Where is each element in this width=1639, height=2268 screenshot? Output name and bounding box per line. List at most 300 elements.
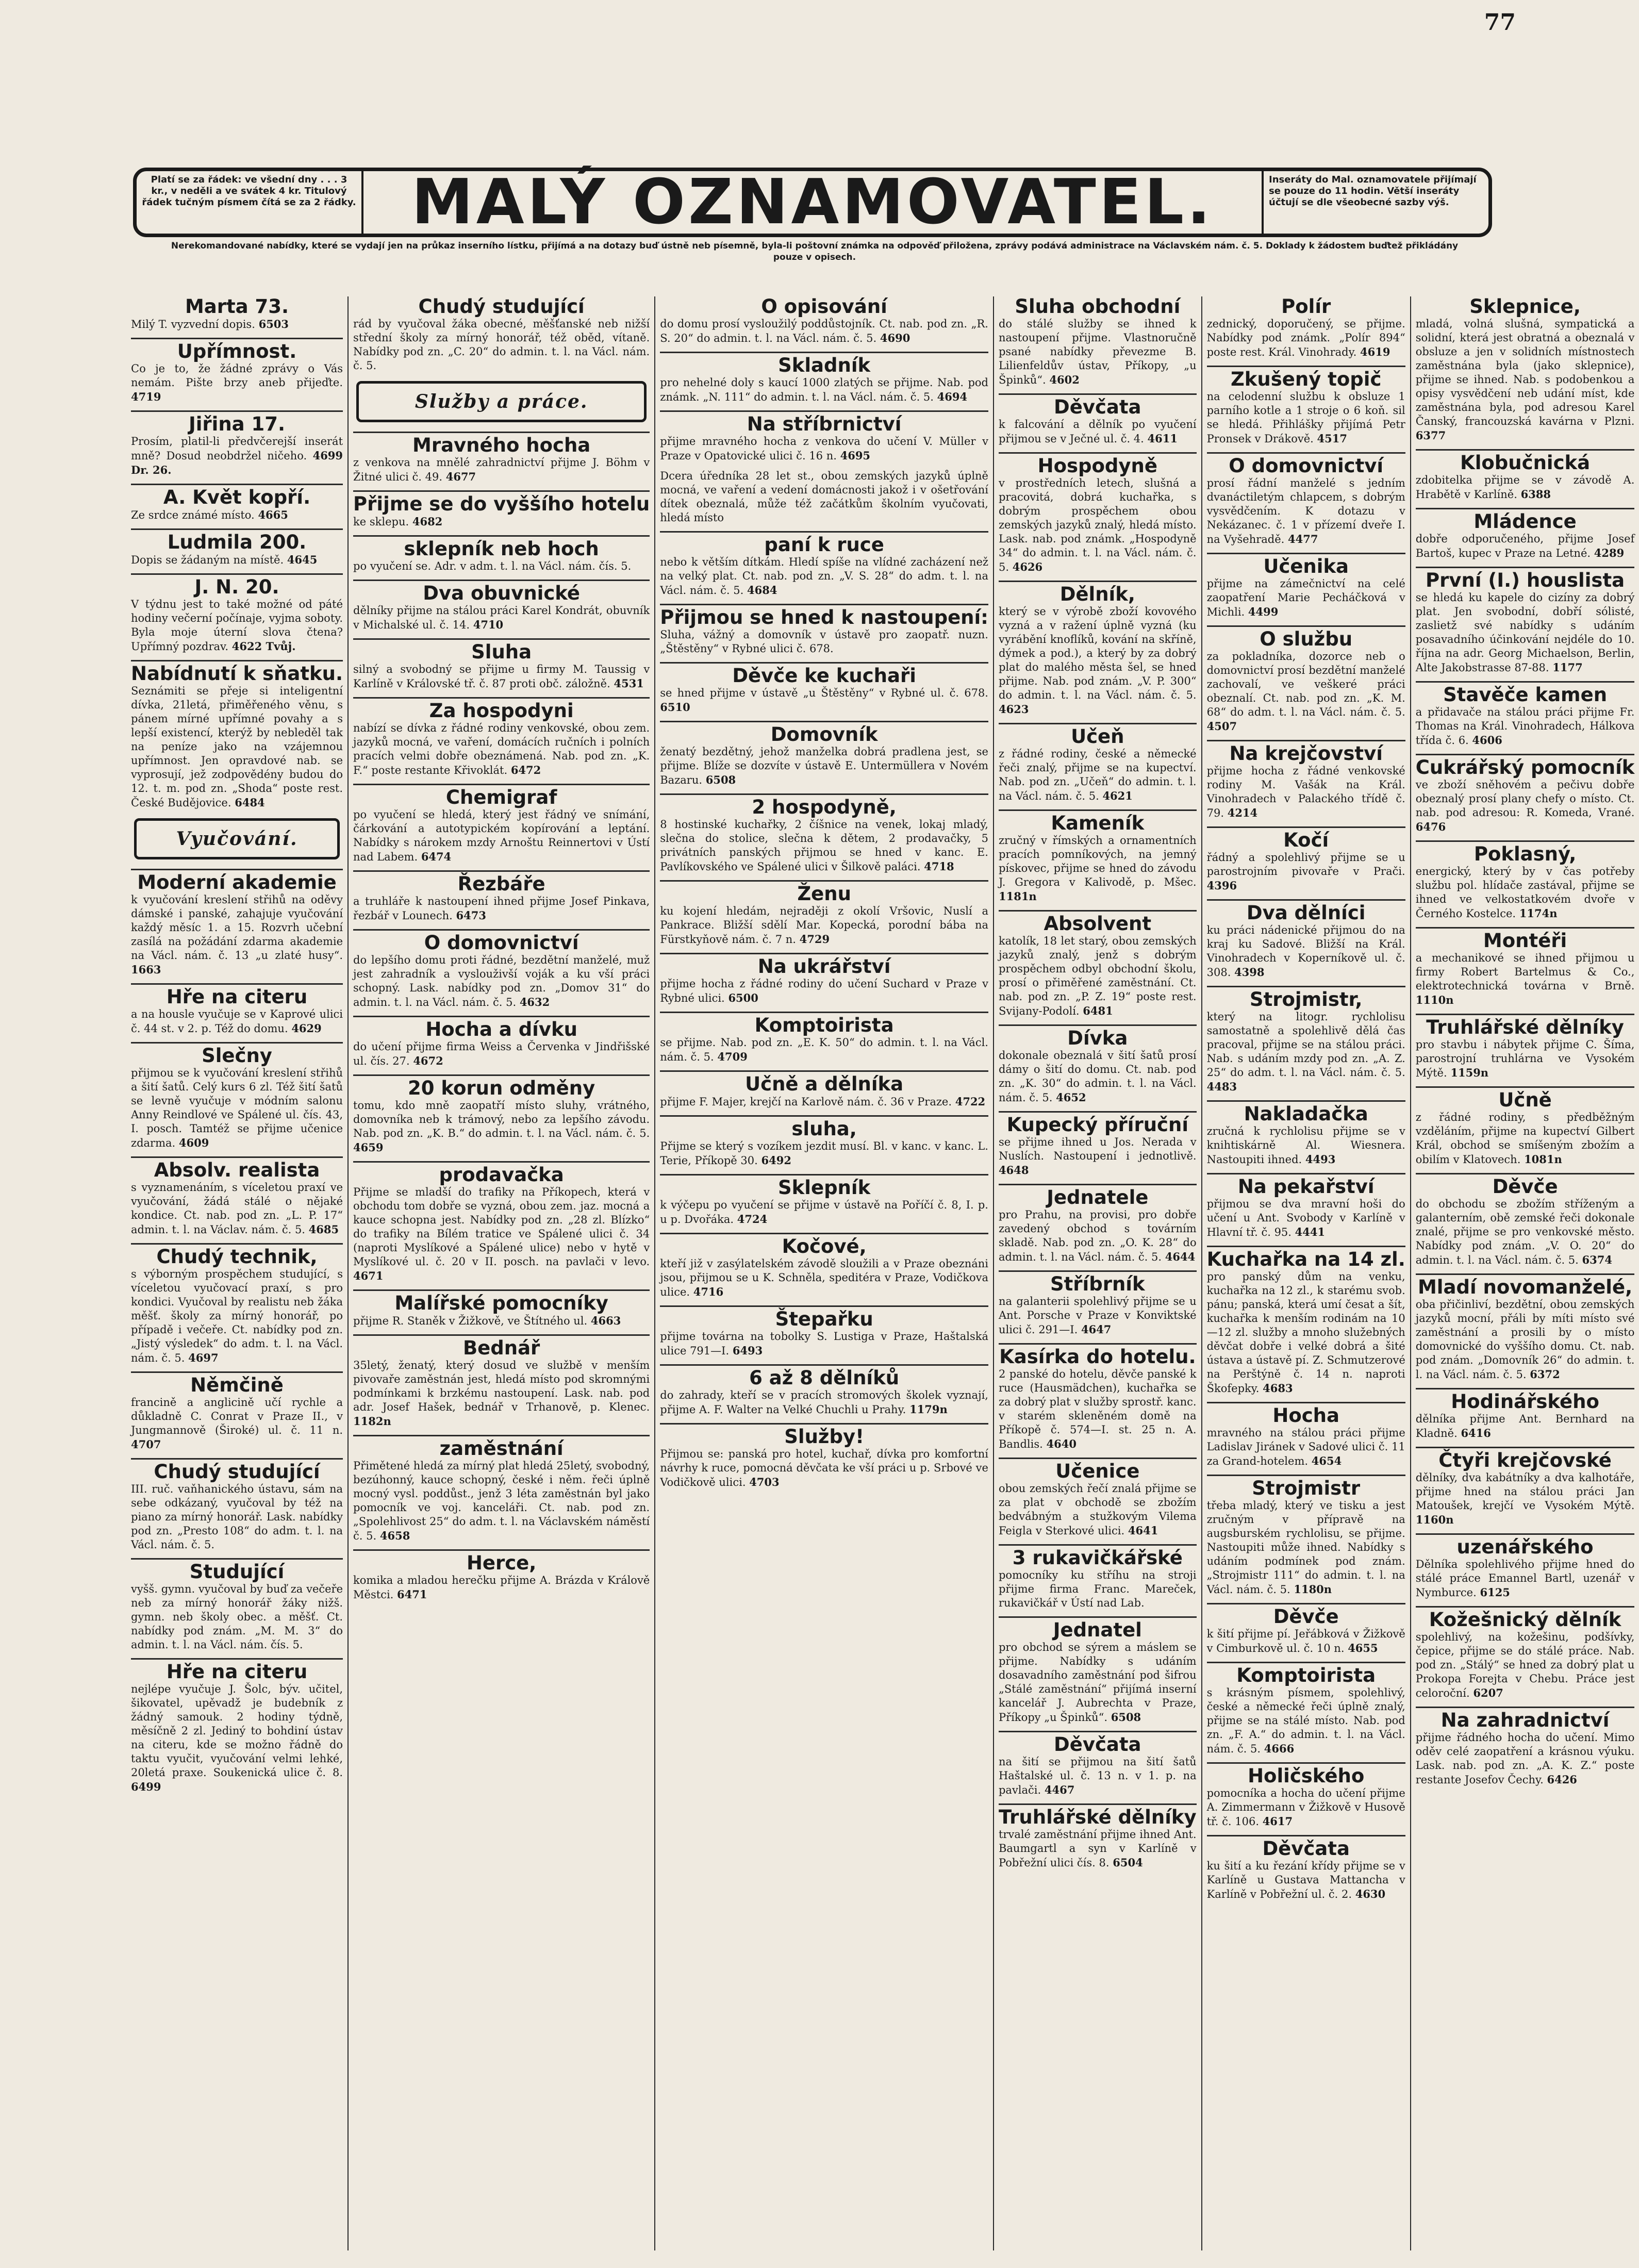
ad-code: 4703 xyxy=(749,1476,780,1488)
classified-ad xyxy=(999,296,1197,387)
ad-headline: Chudý studující xyxy=(418,295,585,318)
classified-ad xyxy=(131,573,343,654)
ad-code: 6493 xyxy=(732,1344,763,1357)
ad-code: 4499 xyxy=(1248,605,1279,618)
ad-headline: Sluha obchodní xyxy=(1015,295,1181,318)
ad-body xyxy=(353,1574,650,1602)
ad-code: 4398 xyxy=(1234,966,1265,979)
ad-body xyxy=(660,628,988,656)
classified-ad xyxy=(1416,927,1635,1007)
ad-text: po vyučení se hledá, který jest řádný ve snímání, čárkování a autotypickém kopírování a leptání. Nabídky s nárokem mzdy Arnoštu Reinnertovi v Ústí nad Labem. xyxy=(353,808,650,863)
ad-code: 6416 xyxy=(1461,1427,1491,1439)
ad-headline: Kuchařka na 14 zl. xyxy=(1207,1246,1405,1270)
classified-ad xyxy=(660,1423,988,1489)
classified-ad xyxy=(660,1174,988,1227)
ad-code: 1081n xyxy=(1524,1153,1562,1166)
ad-code: 1110n xyxy=(1415,994,1454,1006)
ad-text: mravného na stálou práci přijme Ladislav Jiránek v Sadové ulici č. 11 za Grand-hotelem. xyxy=(1206,1427,1405,1467)
ad-text: Přijme se který s vozíkem jezdit musí. Bl. v kanc. v kanc. L. Terie, Příkopě 30. xyxy=(660,1140,988,1167)
ad-code: 4694 xyxy=(937,390,968,403)
ad-code: 6476 xyxy=(1415,820,1446,833)
ad-body xyxy=(1207,476,1405,547)
classified-ad xyxy=(1416,1273,1635,1382)
ad-text: z řádné rodiny, české a německé řeči znalý, přijme se na kupectví. Nab. pod zn. „Učeň“ do admin. t. l. na Václ. nám. č. 5. xyxy=(998,748,1197,802)
ad-body xyxy=(1416,1558,1635,1600)
ad-headline: 6 až 8 dělníků xyxy=(660,1364,988,1388)
classified-ad xyxy=(999,1616,1197,1725)
ad-text: 35letý, ženatý, který dosud ve službě v menším pivovaře zaměstnán jest, hledá místo pod skromnými podmínkami k brzkému nastoupení. Lask. nab. pod adr. Josef Hašek, bednář v Trhanově, p. Klenec. xyxy=(353,1359,650,1413)
classified-ad xyxy=(353,1549,650,1602)
classified-ad xyxy=(1207,1662,1405,1756)
ad-headline: Němčině xyxy=(131,1371,343,1396)
ad-code: 1181n xyxy=(998,890,1037,903)
ad-headline: Hocha a dívku xyxy=(353,1016,650,1040)
ad-code: 4621 xyxy=(1102,789,1133,802)
ad-body xyxy=(353,456,650,484)
ad-headline: Dělník, xyxy=(999,581,1197,605)
classified-ad xyxy=(1416,1606,1635,1700)
classified-ad xyxy=(660,469,988,525)
ad-headline: Truhlářské dělníky xyxy=(1416,1014,1635,1038)
ad-body xyxy=(1207,1124,1405,1167)
classified-ad xyxy=(660,410,988,463)
ad-text: Přijme se mladší do trafiky na Příkopech, která v obchodu tom dobře se vyzná, obou zem. jaz. mocná a kauce schopna jest. Nabídky pod zn. „28 zl. Blízko“ do trafiky na Bílém tratice ve Spálené ulici č. 34 (naproti Myslíkové a Spálené ulice) nebo v hytě v Myslíkové ul. č. 20 v II. posch. na pavlači v levo. xyxy=(353,1186,650,1268)
ad-body xyxy=(353,515,650,529)
ad-code: 1180n xyxy=(1294,1583,1332,1596)
ad-body xyxy=(131,362,343,404)
ad-headline: Klobučnická xyxy=(1416,449,1635,473)
ad-body xyxy=(131,1396,343,1452)
classified-ad xyxy=(999,393,1197,446)
ad-body xyxy=(353,317,650,373)
ad-code: 6508 xyxy=(705,773,736,786)
ad-body xyxy=(999,476,1197,574)
ad-text: nejlépe vyučuje J. Šolc, býv. učitel, šikovatel, upěvadž je budebník z žádný samouk. 2 hodiny týdně, měsíčně 2 zl. Jediný to bohdiní ústav na citeru, kde se možno řádně do taktu vyučit, vyučování velmi lehké, 20letá praxe. Soukenická ulice č. 8. xyxy=(131,1683,343,1779)
ad-text: přijme hocha z řádné rodiny do učení Suchard v Praze v Rybné ulici. xyxy=(660,978,988,1004)
classified-ad xyxy=(1416,508,1635,560)
ad-headline: 2 hospodyně, xyxy=(660,793,988,818)
ad-text: třeba mladý, který ve tisku a jest zručným v přípravě na augsburském rychlolisu, se přijme. Nastoupiti může ihned. Nabídky s udáním podmínek pod znám. „Strojmistr 111“ do admin. t. l. na Václ. nám. č. 5. xyxy=(1206,1499,1405,1596)
ad-headline: Truhlářské dělníky xyxy=(999,1803,1197,1828)
ad-headline: Polír xyxy=(1281,295,1331,318)
classified-ad xyxy=(1416,1533,1635,1600)
ad-body xyxy=(660,435,988,463)
ad-text: tomu, kdo mně zaopatří místo sluhy, vrátného, domovníka neb k trámový, nebo za lepšího závodu. Nab. pod zn. „K. B.“ do admin. t. l. na Václ. nám. č. 5. xyxy=(353,1099,650,1139)
ad-text: pro panský dům na venku, kuchařka na 12 zl., k starému svob. pánu; panská, která umí česat a šít, kuchařka k menším rodinám na 10—12 zl. služby a mnoho služebných děvčat dobře i velké dobrá a šité ústava a ústavě pí. Z. Schmutzerové na Perštýně č. 14 n. naproti Škofepky. xyxy=(1206,1270,1405,1395)
ad-text: a na housle vyučuje se v Kaprové ulici č. 44 st. v 2. p. Též do domu. xyxy=(131,1008,343,1035)
ad-code: 4722 xyxy=(955,1095,986,1108)
ad-code: 6484 xyxy=(235,796,265,809)
ad-text: dokonale obeznalá v šití šatů prosí dámy o šití do domu. Ct. nab. pod zn. „K. 30“ do admin. t. l. na Václ. nám. č. 5. xyxy=(998,1049,1197,1104)
ad-headline: sklepník neb hoch xyxy=(353,535,650,559)
ad-headline: Zkušený topič xyxy=(1207,366,1405,390)
classified-ad xyxy=(353,490,650,529)
ad-body xyxy=(660,1388,988,1417)
ad-body xyxy=(1416,1471,1635,1527)
ad-code: 4396 xyxy=(1206,879,1237,892)
classified-ad xyxy=(660,662,988,715)
classified-ad xyxy=(353,929,650,1009)
classified-ad xyxy=(1416,1014,1635,1080)
ad-headline: Učenika xyxy=(1207,553,1405,577)
ad-body xyxy=(1416,532,1635,560)
ad-text: a mechanikové se ihned přijmou u firmy Robert Bartelmus & Co., elektrotechnická továrna v Brně. xyxy=(1415,952,1635,992)
ad-text: přijme řádného hocha do učení. Mimo oděv celé zaopatření a krásnou výuku. Lask. nab. pod zn. „A. K. Z.“ poste restante Josefov Čechy. xyxy=(1415,1731,1635,1786)
ad-text: z řádné rodiny, s předběžným vzděláním, přijme na kupectví Gilbert Král, obchod se smíšeným zbožím a obilím v Klatovech. xyxy=(1415,1111,1635,1166)
ad-code: 4645 xyxy=(287,553,318,566)
classified-ad xyxy=(1207,452,1405,547)
ad-body xyxy=(999,934,1197,1018)
ad-headline: První (I.) houslista xyxy=(1416,567,1635,591)
ad-body xyxy=(999,1641,1197,1725)
classified-ad xyxy=(131,1558,343,1652)
ad-body xyxy=(660,1139,988,1168)
ad-headline: Na krejčovství xyxy=(1207,740,1405,764)
ad-code: 6372 xyxy=(1530,1368,1560,1381)
ad-headline: Bednář xyxy=(353,1334,650,1359)
ad-body xyxy=(999,1208,1197,1264)
classified-ad xyxy=(1207,1173,1405,1239)
classified-ad xyxy=(660,880,988,947)
ad-text: přijme R. Staněk v Žižkově, ve Štítného ul. xyxy=(353,1315,588,1327)
ad-text: pro stavbu i nábytek přijme C. Šíma, parostrojní truhlárna ve Vysokém Mýtě. xyxy=(1415,1038,1635,1079)
ad-headline: Služby! xyxy=(660,1423,988,1447)
ad-headline: Ludmila 200. xyxy=(131,528,343,553)
ad-headline: Marta 73. xyxy=(185,295,289,318)
ad-body xyxy=(999,747,1197,803)
classified-ad xyxy=(353,697,650,777)
classified-ad xyxy=(1207,553,1405,619)
ad-text: k vyučování kreslení střihů na oděvy dámské i panské, zahajuje vyučování každý měsíc 1. a 15. Rozvrh učební zasílá na požádání zdarma akademie na Václ. nám. č. 13 „u zlaté husy“. xyxy=(131,893,343,962)
classified-ad xyxy=(131,1371,343,1452)
ad-text: dělníky, dva kabátníky a dva kalhotáře, přijme hned na stálou práci Jan Matoušek, krejčí ve Vysokém Mýtě. xyxy=(1415,1471,1635,1512)
classified-ad xyxy=(1416,1388,1635,1441)
ad-body xyxy=(1416,865,1635,921)
ad-body xyxy=(353,808,650,864)
ad-headline: zaměstnání xyxy=(353,1435,650,1459)
ad-body xyxy=(353,895,650,923)
ad-body xyxy=(131,1482,343,1552)
ad-headline: Nabídnutí k sňatku. xyxy=(131,660,343,684)
ad-body xyxy=(999,1482,1197,1538)
classified-ad xyxy=(660,1070,988,1109)
ad-text: s krásným písmem, spolehlivý, české a německé řeči úplně znalý, přijme se na stálé místo. Nab. pod zn. „F. A.“ do admin. t. l. na Václ. nám. č. 5. xyxy=(1206,1686,1405,1755)
ad-body xyxy=(131,317,343,332)
ad-headline: Moderní akademie xyxy=(131,869,343,893)
ad-body xyxy=(999,1295,1197,1337)
ad-headline: Za hospodyni xyxy=(353,697,650,721)
ad-headline: Dívka xyxy=(999,1024,1197,1049)
ad-body xyxy=(131,684,343,810)
classified-ad xyxy=(660,604,988,656)
masthead-title: MALÝ OZNAMOVATEL. xyxy=(411,167,1214,238)
classified-ad xyxy=(660,1115,988,1168)
ad-text: dělníky přijme na stálou práci Karel Kondrát, obuvník v Michalské ul. č. 14. xyxy=(353,604,650,631)
classified-ad xyxy=(999,1270,1197,1337)
ad-body xyxy=(999,1828,1197,1870)
ad-headline: Poklasný, xyxy=(1416,840,1635,865)
ad-text: pro obchod se sýrem a máslem se přijme. Nabídky s udáním dosavadního zaměstnání pod šifrou „Stálé zaměstnání“ přijímá inserní kancelář J. Aubrechta v Praze, Příkopy „u Špinků“. xyxy=(998,1641,1197,1724)
ad-code: 4710 xyxy=(473,618,504,631)
ad-body xyxy=(999,834,1197,904)
ad-headline: Kočí xyxy=(1207,826,1405,851)
ad-headline: Hospodyně xyxy=(999,452,1197,476)
classified-ad xyxy=(999,1731,1197,1797)
ad-code: 6499 xyxy=(131,1780,161,1793)
ad-body xyxy=(353,1314,650,1328)
ad-body xyxy=(353,721,650,777)
ad-code: 4289 xyxy=(1594,547,1625,559)
ad-headline: Montéři xyxy=(1416,927,1635,951)
ad-body xyxy=(353,604,650,632)
ad-body xyxy=(1416,1731,1635,1787)
ad-headline: Upřímnost. xyxy=(131,338,343,362)
ad-text: Seznámiti se přeje si inteligentní dívka, 21letá, přiměřeného věnu, s pánem mírné upřímné povahy a s lepší existencí, kterýž by nebleděl tak na peníze jako na vzájemnou upřímnost. Jen opravdové nab. se vyprosují, jež zodpovědény budou do 12. t. m. pod zn. „Shoda“ poste rest. České Budějovice. xyxy=(131,685,343,809)
classified-ad xyxy=(1416,449,1635,502)
section-heading: Služby a práce. xyxy=(356,381,647,422)
ad-headline: O opisování xyxy=(761,295,887,318)
classified-ad xyxy=(1416,1447,1635,1527)
classified-ad xyxy=(1207,1402,1405,1468)
ad-headline: Učenice xyxy=(999,1458,1197,1482)
ad-code: 6426 xyxy=(1547,1773,1577,1786)
ad-headline: Dva obuvnické xyxy=(353,580,650,604)
ad-code: 4611 xyxy=(1147,432,1178,445)
ad-body xyxy=(131,1582,343,1652)
ad-text: Dělníka spolehlivého přijme hned do stálé práce Emannel Bartl, uzenář v Nymburce. xyxy=(1415,1558,1635,1599)
classified-ad xyxy=(999,1458,1197,1538)
ad-text: ke sklepu. xyxy=(353,516,409,528)
ad-text: přijme mravného hocha z venkova do učení V. Müller v Praze v Opatovické ulici č. 16 n. xyxy=(660,435,988,462)
ad-body xyxy=(131,598,343,654)
ad-code: 4622 Tvůj. xyxy=(231,640,296,653)
ad-code: 4709 xyxy=(717,1050,748,1063)
ad-code: 4729 xyxy=(799,933,830,946)
classified-ad xyxy=(353,1161,650,1283)
ad-body xyxy=(999,1367,1197,1451)
ad-body xyxy=(1207,1686,1405,1756)
classified-ad xyxy=(999,1184,1197,1264)
ad-text: pro Prahu, na provisi, pro dobře zavedený obchod s továrním skladě. Nab. pod zn. „O. K. 28“ do admin. t. l. na Václ. nám. č. 5. xyxy=(998,1209,1197,1263)
ad-code: 4619 xyxy=(1360,345,1390,358)
classified-ad xyxy=(999,452,1197,574)
ad-code: 4719 xyxy=(131,390,161,403)
ad-headline: J. N. 20. xyxy=(131,573,343,598)
ad-code: 4617 xyxy=(1262,1815,1293,1828)
classified-ad xyxy=(660,953,988,1005)
ad-code: 4672 xyxy=(413,1054,443,1067)
classified-ad xyxy=(1207,899,1405,980)
classified-ad xyxy=(660,296,988,345)
ad-body xyxy=(131,1066,343,1150)
ad-code: 4626 xyxy=(1012,560,1043,573)
classified-ad xyxy=(1416,296,1635,443)
ad-headline: Strojmistr xyxy=(1207,1475,1405,1499)
classified-ad xyxy=(1207,826,1405,893)
ad-body xyxy=(1207,851,1405,893)
ad-body xyxy=(660,1036,988,1064)
classified-ad xyxy=(131,1658,343,1794)
ad-headline: uzenářského xyxy=(1416,1533,1635,1558)
ad-body xyxy=(1416,1412,1635,1441)
ad-headline: Děvče xyxy=(1416,1173,1635,1197)
ad-text: katolík, 18 let starý, obou zemských jazyků znalý, jenž s dobrým prospěchem odbyl obchodní školu, prosí o přiměřené zaměstnání. Ct. nab. pod zn. „P. Z. 19“ poste rest. Svijany-Podolí. xyxy=(998,935,1197,1017)
ad-body xyxy=(1416,778,1635,834)
classified-ad xyxy=(131,1156,343,1237)
ad-code: 4517 xyxy=(1317,432,1347,445)
classified-ad xyxy=(1207,740,1405,820)
ad-body xyxy=(131,508,343,522)
ad-headline: Na zahradnictví xyxy=(1416,1707,1635,1731)
ad-text: do domu prosí vysloužilý poddůstojník. Ct. nab. pod zn. „R. S. 20“ do admin. t. l. na Václ. nám. č. 5. xyxy=(660,318,988,344)
ad-headline: Kočové, xyxy=(660,1233,988,1257)
ad-body xyxy=(1416,705,1635,748)
ad-text: Přijmou se: panská pro hotel, kuchař, dívka pro komfortní návrhy k ruce, pomocná děvčata ke vší práci u p. Srbové ve Vodičkově ulici. xyxy=(660,1448,988,1488)
ad-text: po vyučení se. Adr. v adm. t. l. na Václ. nám. čís. 5. xyxy=(353,560,632,572)
ad-headline: Mravného hocha xyxy=(353,432,650,456)
ad-headline: Komptoirista xyxy=(660,1012,988,1036)
ad-headline: Kasírka do hotelu. xyxy=(999,1343,1197,1367)
ad-code: 4654 xyxy=(1311,1454,1342,1467)
ad-text: v prostředních letech, slušná a pracovitá, dobrá kuchařka, s dobrým prospěchem obou zemských jazyků znalý, hledá místo. Lask. nab. pod známk. „Hospodyně 34“ do admin. t. l. na Václ. nám. č. 5. xyxy=(998,477,1197,573)
classified-ad xyxy=(1416,1086,1635,1167)
classified-ad xyxy=(353,432,650,484)
ad-headline: Děvče ke kuchaři xyxy=(660,662,988,686)
ad-body xyxy=(131,1181,343,1237)
ad-body xyxy=(131,1682,343,1794)
classified-ad xyxy=(131,1042,343,1150)
classified-ad xyxy=(353,1016,650,1068)
ad-body xyxy=(660,1447,988,1489)
column-6 xyxy=(1411,296,1639,2250)
ad-text: spolehlivý, na kožešinu, podšívky, čepice, přijme se do stálé práce. Nab. pod zn. „Stálý“ se hned za dobrý plat u Prokopa Forejta v Chebu. Práce jest celoroční. xyxy=(1415,1631,1635,1699)
ad-code: 4467 xyxy=(1044,1783,1075,1796)
ad-text: Milý T. vyzvední dopis. xyxy=(131,318,255,330)
ad-text: přijmou se k vyučování kreslení střihů a šití šatů. Celý kurs 6 zl. Též šití šatů se levně vyučuje v módním salonu Anny Reindlové ve Spálené ul. čís. 43, I. posch. Tamtéž se přijme učenice zdarma. xyxy=(131,1067,343,1149)
ad-headline: Sluha xyxy=(353,638,650,663)
ad-text: dobře odporučeného, přijme Josef Bartoš, kupec v Praze na Letné. xyxy=(1415,533,1635,559)
ad-body xyxy=(660,469,988,525)
classified-ad xyxy=(353,1289,650,1328)
ad-body xyxy=(1207,1010,1405,1094)
classified-ad xyxy=(660,793,988,874)
classified-ad xyxy=(999,809,1197,904)
ad-code: 1182n xyxy=(353,1415,391,1428)
classified-ad xyxy=(1207,1246,1405,1396)
ad-text: přijmou se dva mravní hoši do učení u Ant. Svobody v Karlíně v Hlavní tř. č. 95. xyxy=(1206,1198,1405,1238)
ad-code: 4684 xyxy=(747,584,777,597)
classified-ad xyxy=(1207,1835,1405,1901)
ad-headline: Hocha xyxy=(1207,1402,1405,1426)
ad-headline: Hře na citeru xyxy=(131,1658,343,1682)
ad-body xyxy=(999,1568,1197,1610)
ad-headline: Domovník xyxy=(660,721,988,745)
ad-headline: Strojmistr, xyxy=(1207,986,1405,1010)
classified-ad xyxy=(999,910,1197,1018)
ad-code: 4644 xyxy=(1165,1250,1196,1263)
ad-headline: A. Květ kopří. xyxy=(131,484,343,508)
ad-body xyxy=(1207,923,1405,980)
classified-ad xyxy=(999,1024,1197,1105)
classified-ad xyxy=(131,1243,343,1365)
ad-text: do lepšího domu proti řádné, bezdětní manželé, muž jest zahradník a vyslouživší voják a ku vší práci schopný. Lask. nabídky pod zn. „Domov 31“ do admin. t. l. na Václ. nám. č. 5. xyxy=(353,954,650,1008)
ad-code: 6481 xyxy=(1083,1004,1113,1017)
classified-ad xyxy=(131,484,343,522)
ad-code: 4665 xyxy=(258,508,288,521)
ad-text: obou zemských řečí znalá přijme se za plat v obchodě se zbožím bedvábným a stužkovým Vilema Feigla v Sterkové ulici. xyxy=(998,1482,1197,1537)
ad-headline: Sklepník xyxy=(660,1174,988,1198)
ad-text: a truhláře k nastoupení ihned přijme Josef Pinkava, řezbář v Lounech. xyxy=(353,895,650,922)
classified-ad xyxy=(131,869,343,977)
ad-text: zdobitelka přijme se v závodě A. Hrabětě v Karlíně. xyxy=(1415,474,1635,501)
ad-body xyxy=(1207,650,1405,734)
ad-headline: Mládence xyxy=(1416,508,1635,532)
classified-ad xyxy=(999,1343,1197,1451)
ad-text: se přijme. Nab. pod zn. „E. K. 50“ do admin. t. l. na Václ. nám. č. 5. xyxy=(660,1036,988,1063)
ad-headline: Malířské pomocníky xyxy=(353,1289,650,1314)
ad-headline: 3 rukavičkářské xyxy=(999,1544,1197,1568)
ad-code: 4441 xyxy=(1295,1226,1326,1238)
ad-text: Prosím, platil-li předvčerejší inserát mně? Dosud neobdržel ničeho. xyxy=(131,435,343,462)
classified-ad xyxy=(131,338,343,404)
classified-ad xyxy=(999,723,1197,803)
column-3 xyxy=(655,296,994,2250)
column-4 xyxy=(994,296,1202,2250)
ad-code: 1663 xyxy=(131,963,161,976)
ad-headline: Cukrářský pomocník xyxy=(1416,754,1635,778)
classified-ad xyxy=(131,1458,343,1552)
ad-text: nabízí se dívka z řádné rodiny venkovské, obou zem. jazyků mocná, ve vaření, domácích ručních i polních pracích velmi dobře obeznámená. Nab. pod zn. „K. F.“ poste restante Křivoklát. xyxy=(353,722,650,776)
ad-text: silný a svobodný se přijme u firmy M. Taussig v Karlíně v Královské tř. č. 87 proti obč. záložně. xyxy=(353,663,650,690)
ad-body xyxy=(660,1257,988,1299)
ad-code: 4647 xyxy=(1081,1323,1112,1336)
ad-text: vyšš. gymn. vyučoval by buď za večeře neb za mírný honorář žáky nižš. gymn. neb školy obec. a měšť. Ct. nabídky pod znám. „M. M. 3“ do admin. t. l. na Václ. nám. čís. 5. xyxy=(131,1583,343,1651)
ad-body xyxy=(131,435,343,477)
ad-code: 6508 xyxy=(1111,1711,1141,1724)
ad-code: 4682 xyxy=(412,515,443,528)
ad-headline: Na pekařství xyxy=(1207,1173,1405,1197)
classified-ad xyxy=(353,1074,650,1155)
ad-body xyxy=(1416,1111,1635,1167)
ad-body xyxy=(1207,1627,1405,1656)
classified-ad xyxy=(131,660,343,810)
ad-body xyxy=(1207,577,1405,619)
ad-text: Sluha, vážný a domovník v ústavě pro zaopatř. nuzn. „Štěstěny“ v Rybné ulici č. 678. xyxy=(660,628,988,655)
ad-columns xyxy=(126,295,1635,2250)
ad-text: přijme na zámečnictví na celé zaopatření Marie Pecháčková v Michli. xyxy=(1206,577,1405,618)
ad-code: 4677 xyxy=(445,470,476,483)
ad-headline: Dva dělníci xyxy=(1207,899,1405,923)
ad-code: 6500 xyxy=(728,991,758,1004)
classified-ad xyxy=(1416,681,1635,748)
ad-headline: Chudý technik, xyxy=(131,1243,343,1267)
ad-text: na galanterii spolehlivý přijme se u Ant. Porsche v Praze v Konviktské ulici č. 291—I. xyxy=(998,1295,1197,1336)
masthead-rates-note: Platí se za řádek: ve všední dny . . . 3 kr., v neděli a ve svátek 4 kr. Titulový řádek tučným písmem čítá se za 2 řádky. xyxy=(137,171,363,234)
ad-headline: O domovnictví xyxy=(1207,452,1405,476)
ad-text: k výčepu po vyučení se přijme v ústavě na Poříčí č. 8, I. p. u p. Dvořáka. xyxy=(660,1199,988,1226)
ad-headline: Studující xyxy=(131,1558,343,1582)
ad-code: 4695 xyxy=(840,449,871,462)
ad-code: 6377 xyxy=(1415,429,1446,442)
ad-headline: Chemigraf xyxy=(353,784,650,808)
masthead-deadline-note: Inseráty do Mal. oznamovatele přijímají se pouze do 11 hodin. Větší inseráty účtují se dle všeobecné sazby výš. xyxy=(1262,171,1488,234)
ad-code: 4640 xyxy=(1046,1437,1077,1450)
ad-body xyxy=(131,893,343,977)
ad-code: 4699 Dr. 26. xyxy=(131,449,343,476)
ad-headline: Hře na citeru xyxy=(131,983,343,1007)
ad-code: 4666 xyxy=(1264,1742,1295,1755)
ad-text: za pokladníka, dozorce neb o domovnictví prosí bezdětní manželé zachovalí, ve veškeré práci obeznalí. Ct. nab. pod zn. „K. M. 68“ do adm. t. l. na Václ. nám. č. 5. xyxy=(1206,650,1405,718)
